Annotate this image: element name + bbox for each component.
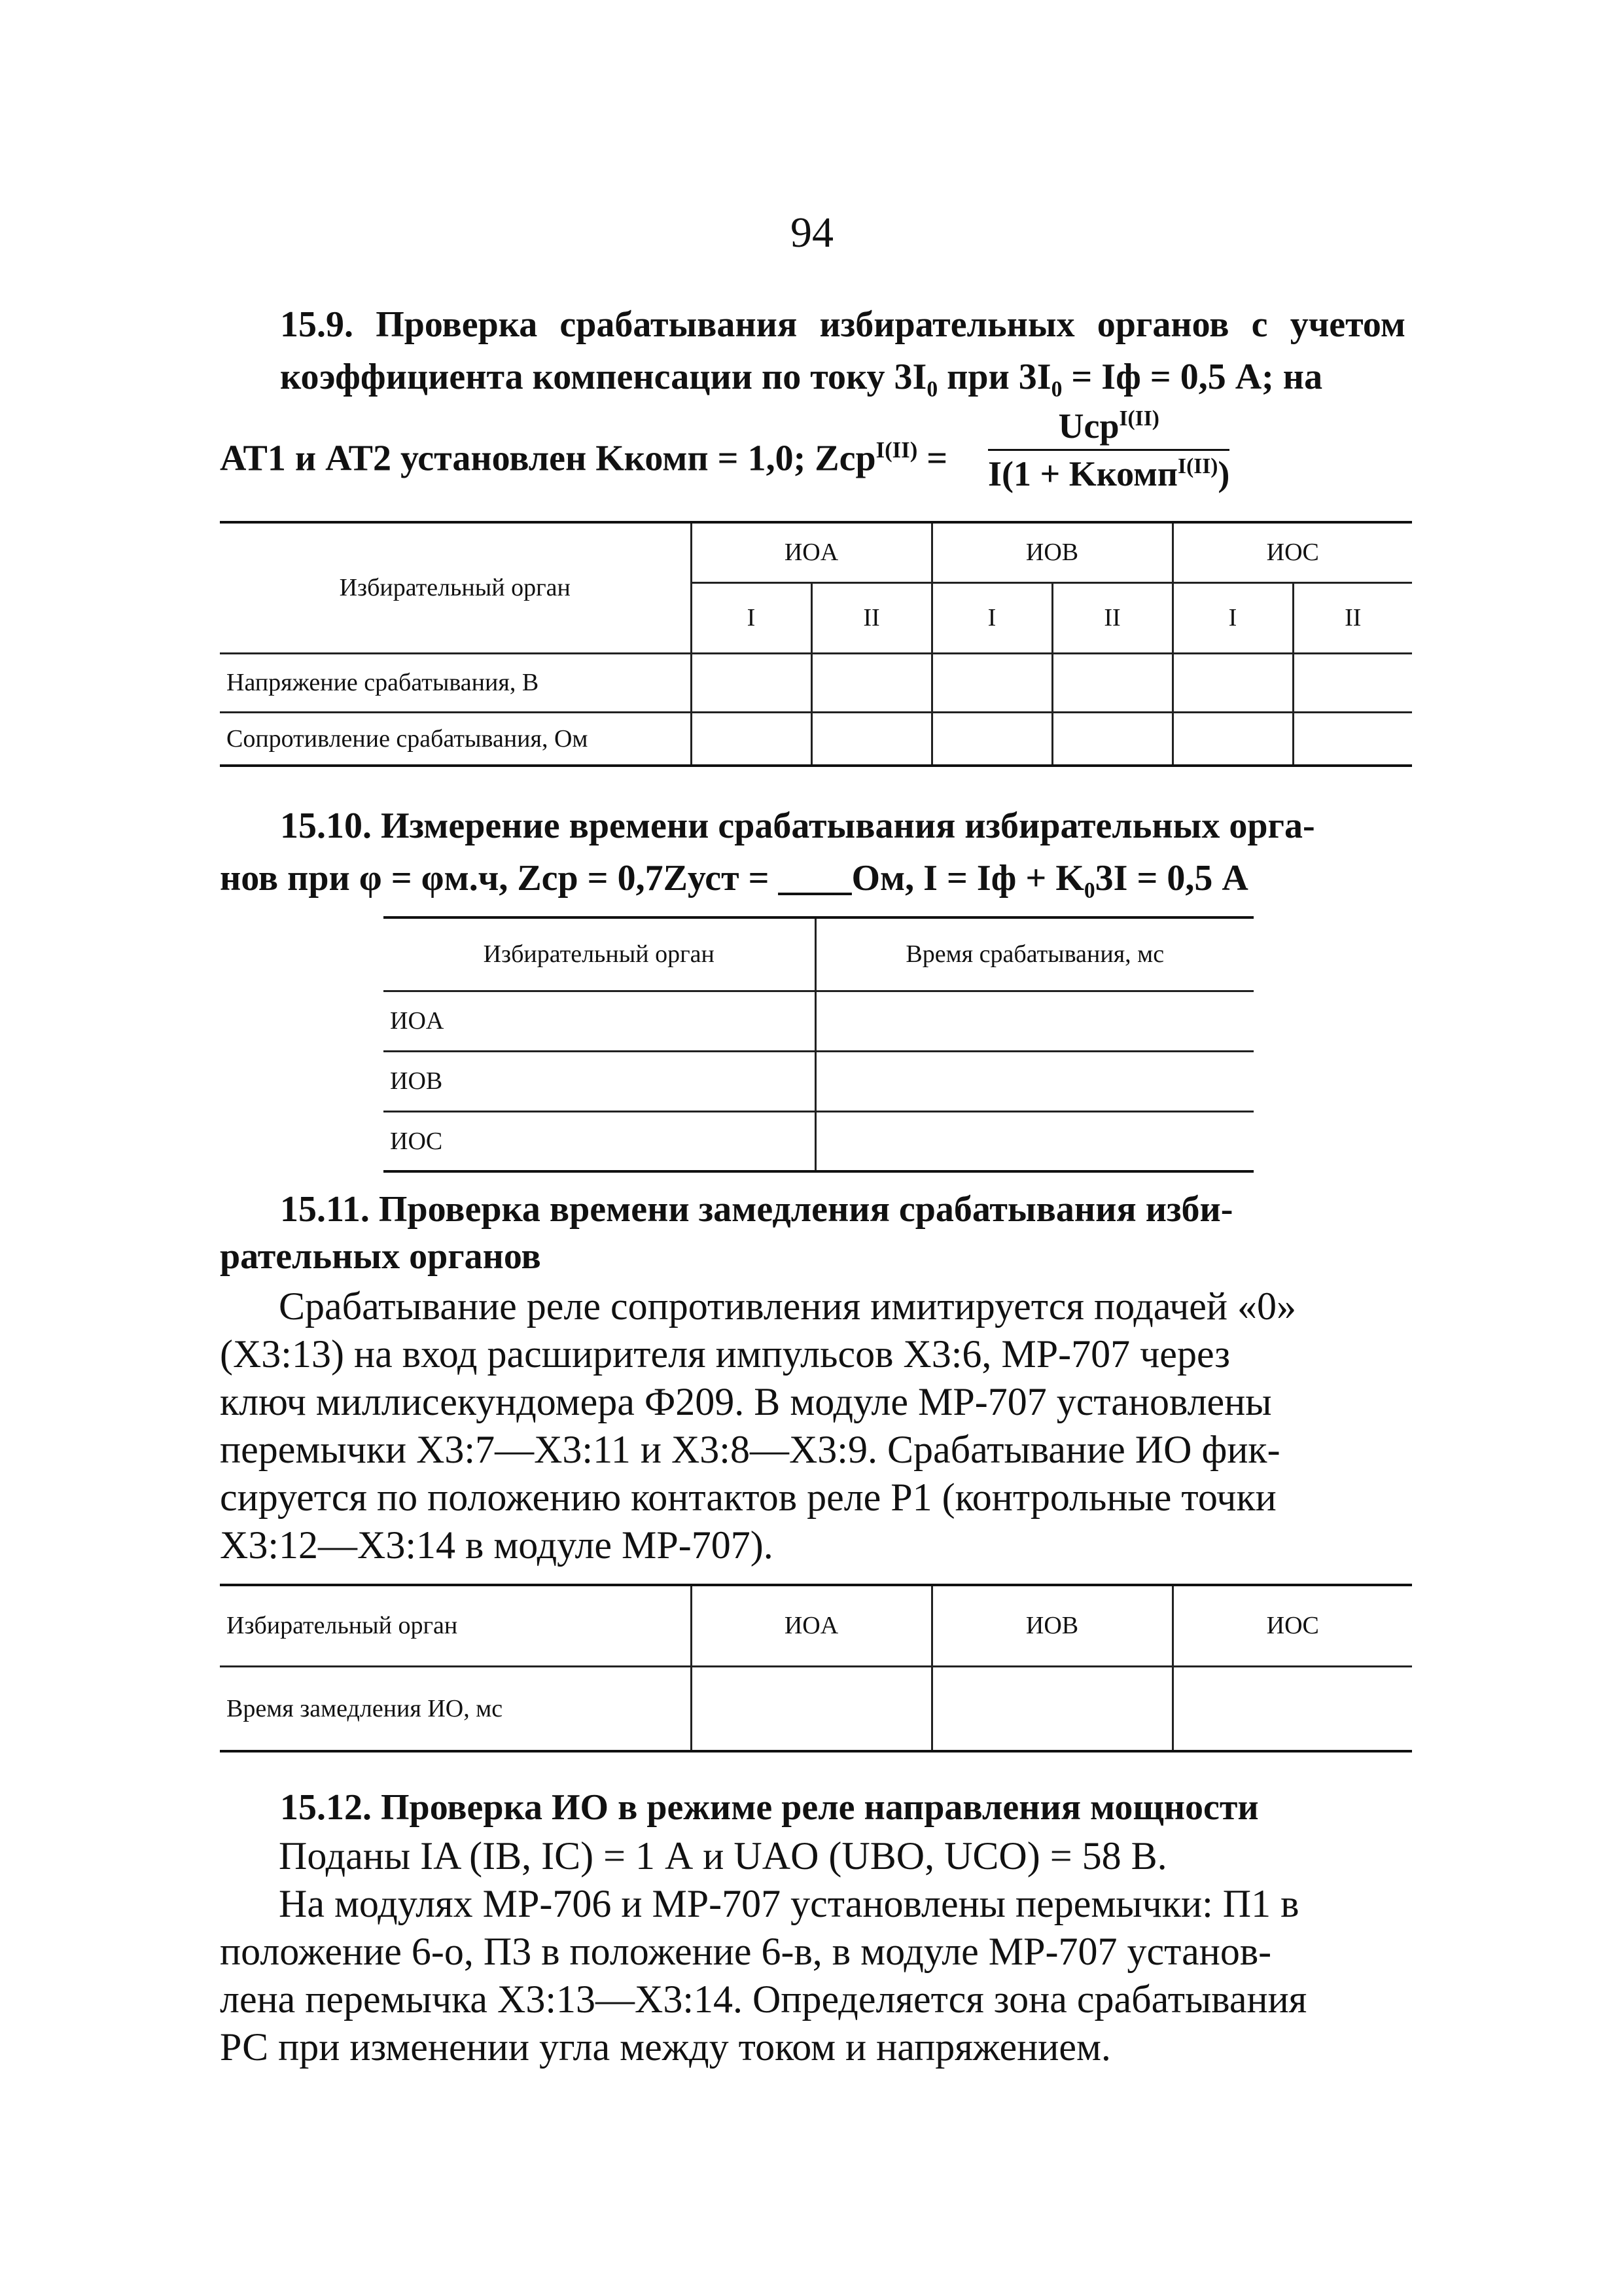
table-row-label: Сопротивление срабатывания, Ом [220,712,691,766]
table-cell [1173,712,1293,766]
formula-eq: = [927,438,948,479]
section-15-12-heading [280,1781,1412,1834]
table-15-10 [383,916,1254,1173]
table-row-label: ИОB [383,1051,815,1111]
table-cell [691,712,811,766]
paragraph-line: (X3:13) на вход расширителя импульсов X3:6, МР-707 через [220,1332,1231,1376]
table-header-organ: Избирательный орган [383,917,815,991]
section-15-12-paragraph [220,1832,1412,2071]
table-row-header: Избирательный орган [220,522,691,653]
section-title-line1: Проверка времени замедления срабатывания изби- [378,1189,1233,1230]
section-15-10-heading-line2: нов при φ = φм.ч, Zср = 0,7Zуст = ____Ом, I = Iф + K₀3I = 0,5 А [220,858,1248,898]
table-row [383,991,1254,1051]
paragraph-line: РС при изменении угла между током и напряжением. [220,2025,1111,2069]
table-cell [815,991,1254,1051]
section-number: 15.12. [280,1787,372,1828]
paragraph-line: Срабатывание реле сопротивления имитируется подачей «0» [279,1285,1297,1328]
table-group-header: ИОA [691,522,932,582]
formula-fraction [988,406,1229,494]
formula-sup: I(II) [875,437,918,463]
table-row [220,1666,1412,1751]
section-title: Проверка ИО в режиме реле направления мощности [381,1787,1259,1828]
section-15-11-heading-line2: рательных органов [220,1236,541,1277]
table-row-label: Напряжение срабатывания, В [220,653,691,712]
table-cell [932,653,1052,712]
table-cell [691,1666,932,1751]
table-header-organ: Избирательный орган [220,1585,691,1666]
page-number: 94 [790,209,834,257]
table-cell [1293,653,1412,712]
table-row [220,712,1412,766]
table-row [383,1051,1254,1111]
table-cell [815,1051,1254,1111]
table-cell [811,712,932,766]
table-cell [1052,653,1173,712]
table-cell [1052,712,1173,766]
section-number: 15.11. [280,1189,370,1230]
table-cell [691,653,811,712]
paragraph-line: ключ миллисекундомера Ф209. В модуле МР-707 установлены [220,1380,1272,1423]
section-title: Проверка срабатывания избирательных органов с учетом коэффициента компенсации по току 3I₀ при 3I₀ = Iф = 0,5 А; на [280,304,1406,397]
table-group-header: ИОC [1173,522,1412,582]
table-cell [1173,653,1293,712]
table-15-9 [220,521,1412,767]
section-number: 15.9. [280,304,353,345]
section-15-11-heading [280,1183,1412,1236]
table-col-header: ИОB [932,1585,1173,1666]
paragraph-line: лена перемычка X3:13—X3:14. Определяется зона срабатывания [220,1978,1307,2021]
formula-line [220,437,947,480]
paragraph-line: перемычки X3:7—X3:11 и X3:8—X3:9. Срабатывание ИО фик- [220,1428,1280,1471]
table-subcol: II [811,582,932,653]
table-cell [932,1666,1173,1751]
table-row-label: ИОC [383,1111,815,1171]
table-subcol: I [932,582,1052,653]
table-row [220,653,1412,712]
fraction-numerator: Uср$^{I(II)}$ [988,406,1229,451]
table-cell [815,1111,1254,1171]
section-number: 15.10. [280,806,372,846]
section-title-line1: Измерение времени срабатывания избирательных орга- [381,806,1315,846]
table-cell [932,712,1052,766]
table-col-header: ИОC [1173,1585,1412,1666]
table-col-header: ИОA [691,1585,932,1666]
paragraph-line: сируется по положению контактов реле Р1 (контрольные точки [220,1476,1277,1519]
table-row-label: ИОA [383,991,815,1051]
table-subcol: II [1052,582,1173,653]
table-cell [811,653,932,712]
table-15-11 [220,1584,1412,1752]
table-row-label: Время замедления ИО, мс [220,1666,691,1751]
table-subcol: II [1293,582,1412,653]
table-group-header: ИОB [932,522,1173,582]
table-cell [1293,712,1412,766]
section-15-10-heading [280,800,1412,852]
paragraph-line: На модулях МР-706 и МР-707 установлены перемычки: П1 в [279,1882,1299,1925]
table-header-time: Время срабатывания, мс [815,917,1254,991]
formula-prefix: АТ1 и АТ2 установлен Kкомп = 1,0; Zср [220,438,876,479]
paragraph-line: положение 6-о, П3 в положение 6-в, в модуле МР-707 установ- [220,1930,1272,1973]
section-15-9-heading [280,298,1405,403]
table-cell [1173,1666,1412,1751]
paragraph-line: X3:12—X3:14 в модуле МР-707). [220,1523,773,1567]
paragraph-line: Поданы IA (IB, IC) = 1 А и UAO (UBO, UCO) = 58 В. [279,1834,1167,1877]
table-subcol: I [1173,582,1293,653]
table-row [383,1111,1254,1171]
section-15-11-paragraph [220,1283,1412,1569]
fraction-denominator: I(1 + Kкомп$^{I(II)}$) [988,454,1230,493]
table-subcol: I [691,582,811,653]
